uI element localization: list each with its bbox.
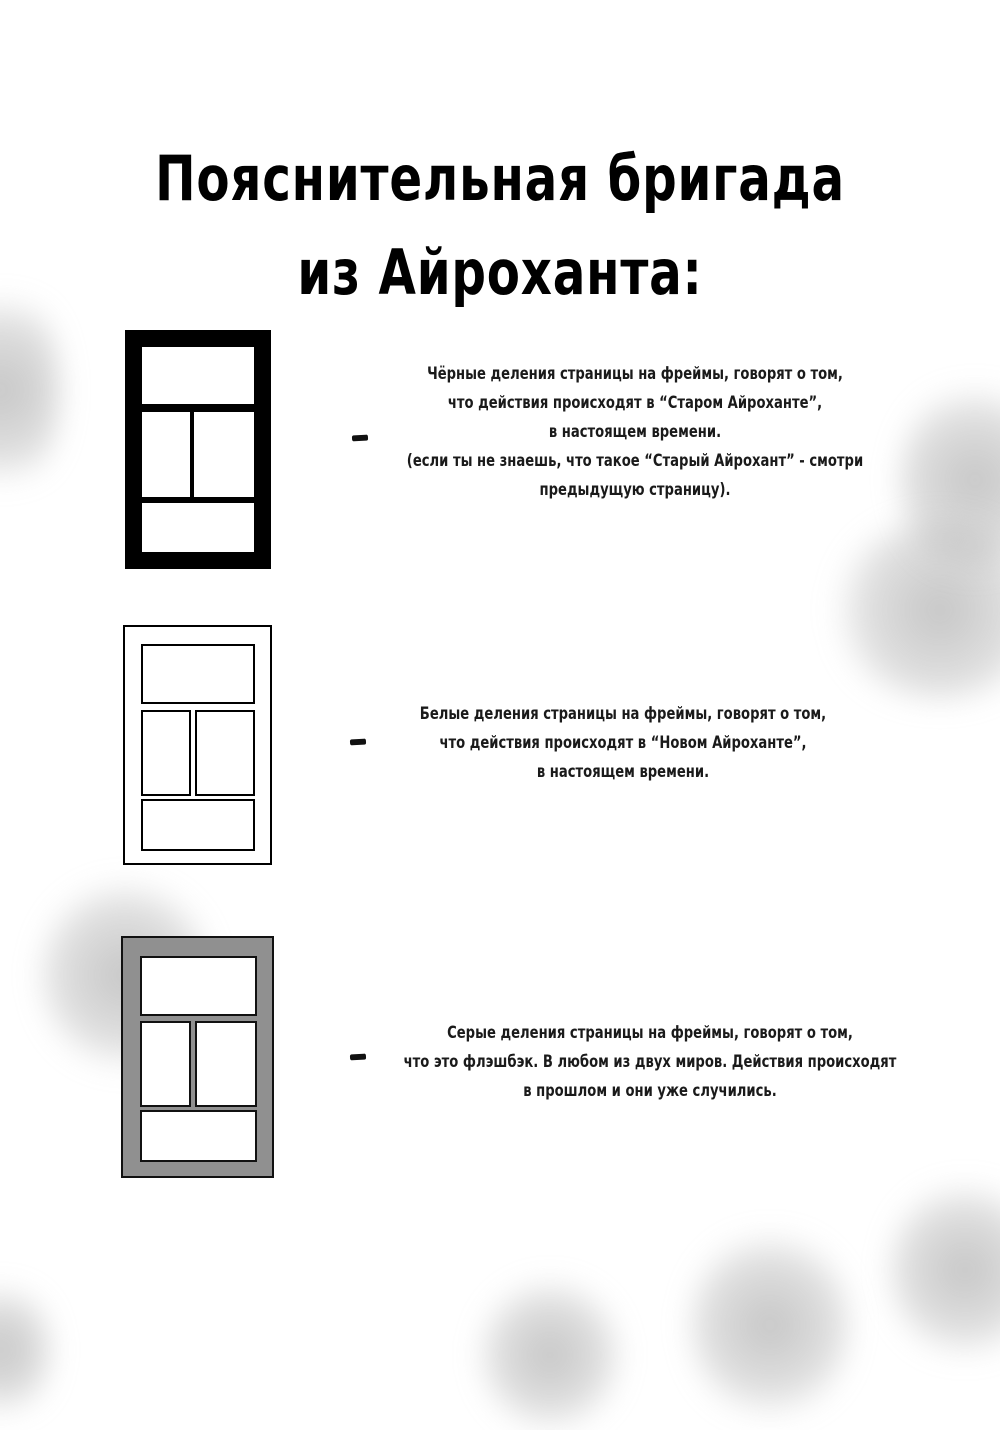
frame-panel (141, 644, 255, 704)
description-line: Белые деления страницы на фреймы, говорят о том, (419, 704, 827, 724)
watercolor-blot (690, 1230, 850, 1420)
description-line: что действия происходят в “Новом Айроханте”, (439, 733, 807, 753)
frame-panel (140, 410, 192, 499)
dash-marker (350, 739, 366, 746)
gray-frame-icon (121, 936, 274, 1178)
description-line: в настоящем времени. (536, 762, 710, 782)
description-line: Серые деления страницы на фреймы, говорят о том, (447, 1023, 853, 1043)
description-line: что это флэшбэк. В любом из двух миров. Действия происходят (403, 1052, 897, 1072)
legend-description-black (394, 360, 876, 505)
watercolor-blot (0, 280, 60, 500)
description-line: Чёрные деления страницы на фреймы, говорят о том, (427, 364, 843, 384)
frame-panel (140, 1021, 191, 1107)
description-line: предыдущую страницу). (539, 480, 731, 500)
description-line: что действия происходят в “Старом Айроханте”, (447, 393, 823, 413)
white-frame-icon (123, 625, 272, 865)
frame-panel (141, 710, 191, 796)
frame-panel (195, 1021, 257, 1107)
dash-marker (352, 435, 368, 442)
title-line-1: Пояснительная бригада (155, 142, 845, 215)
watercolor-blot (890, 1180, 1000, 1360)
frame-panel (140, 1110, 257, 1162)
description-line: в настоящем времени. (548, 422, 722, 442)
description-line: (если ты не знаешь, что такое “Старый Айрохант” - смотри (406, 451, 864, 471)
frame-panel (192, 410, 256, 499)
watercolor-blot (0, 1280, 50, 1420)
watercolor-blot (480, 1280, 620, 1430)
dash-marker (350, 1054, 366, 1061)
frame-panel (140, 345, 256, 406)
title-line-2: из Айроханта: (297, 236, 703, 309)
watercolor-blot (830, 520, 1000, 700)
frame-panel (195, 710, 255, 796)
black-frame-icon (125, 330, 271, 569)
frame-panel (140, 501, 256, 554)
description-line: в прошлом и они уже случились. (523, 1081, 777, 1101)
page-title (110, 132, 890, 320)
legend-description-gray (396, 1019, 903, 1106)
frame-panel (141, 799, 255, 851)
frame-panel (140, 956, 257, 1016)
legend-description-white (391, 700, 855, 787)
